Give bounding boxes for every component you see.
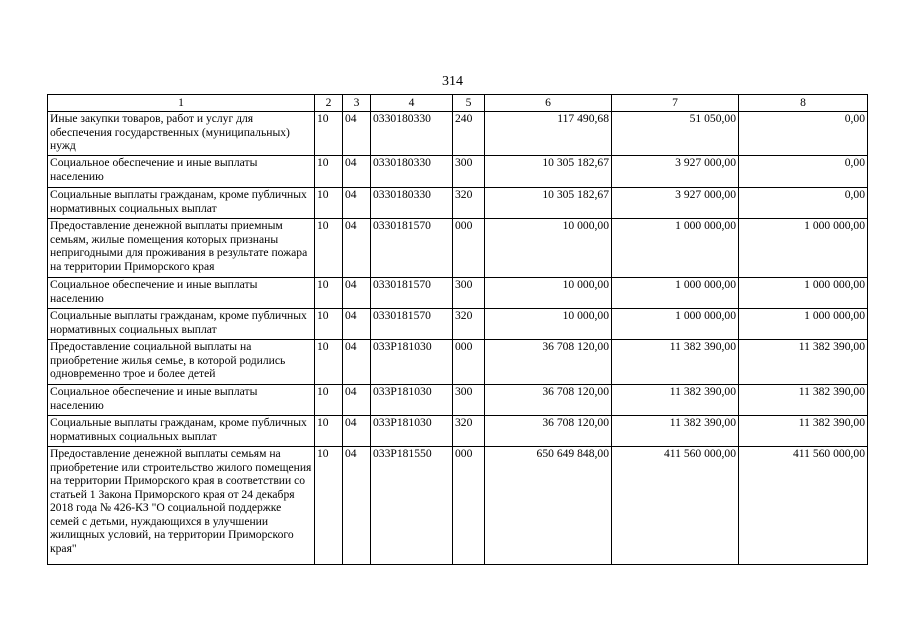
amount-col6: 10 305 182,67 [485, 188, 612, 219]
target-article-code: 033P181030 [371, 340, 453, 385]
amount-col7: 11 382 390,00 [612, 385, 739, 416]
column-header: 3 [343, 95, 371, 112]
subsection-code: 04 [343, 188, 371, 219]
subsection-code: 04 [343, 385, 371, 416]
column-header: 5 [453, 95, 485, 112]
amount-col8: 0,00 [739, 188, 868, 219]
section-code: 10 [315, 385, 343, 416]
expense-type-code: 000 [453, 340, 485, 385]
row-name: Предоставление денежной выплаты семьям на приобретение или строительство жилого помещения на территории Приморского края в соответствии со статьей 1 Закона Приморского края от 24 декабря 2018 года № 426-КЗ "О социальной поддержке семей с детьми, нуждающихся в улучшении жилищных условий, на территории Приморского края" [48, 447, 315, 565]
table-row [48, 340, 868, 385]
table-row [48, 156, 868, 188]
target-article-code: 0330180330 [371, 112, 453, 156]
amount-col6: 117 490,68 [485, 112, 612, 156]
section-code: 10 [315, 156, 343, 188]
column-header: 7 [612, 95, 739, 112]
budget-table [47, 94, 868, 565]
row-name: Социальные выплаты гражданам, кроме публичных нормативных социальных выплат [48, 309, 315, 340]
target-article-code: 0330180330 [371, 156, 453, 188]
column-header: 6 [485, 95, 612, 112]
column-header: 8 [739, 95, 868, 112]
section-code: 10 [315, 188, 343, 219]
table-header-row [48, 95, 868, 112]
amount-col7: 1 000 000,00 [612, 278, 739, 309]
subsection-code: 04 [343, 416, 371, 447]
amount-col8: 11 382 390,00 [739, 340, 868, 385]
expense-type-code: 240 [453, 112, 485, 156]
column-header: 2 [315, 95, 343, 112]
expense-type-code: 000 [453, 219, 485, 278]
expense-type-code: 300 [453, 156, 485, 188]
table-row [48, 112, 868, 156]
subsection-code: 04 [343, 219, 371, 278]
amount-col8: 411 560 000,00 [739, 447, 868, 565]
amount-col8: 1 000 000,00 [739, 219, 868, 278]
section-code: 10 [315, 309, 343, 340]
row-name: Социальные выплаты гражданам, кроме публичных нормативных социальных выплат [48, 188, 315, 219]
amount-col6: 10 000,00 [485, 309, 612, 340]
expense-type-code: 320 [453, 188, 485, 219]
amount-col7: 1 000 000,00 [612, 309, 739, 340]
amount-col6: 10 000,00 [485, 278, 612, 309]
amount-col7: 411 560 000,00 [612, 447, 739, 565]
subsection-code: 04 [343, 309, 371, 340]
amount-col7: 11 382 390,00 [612, 416, 739, 447]
table-row [48, 188, 868, 219]
amount-col6: 10 305 182,67 [485, 156, 612, 188]
amount-col8: 11 382 390,00 [739, 385, 868, 416]
subsection-code: 04 [343, 156, 371, 188]
page-number: 314 [442, 74, 463, 89]
section-code: 10 [315, 278, 343, 309]
subsection-code: 04 [343, 340, 371, 385]
table-row [48, 416, 868, 447]
amount-col7: 51 050,00 [612, 112, 739, 156]
amount-col8: 1 000 000,00 [739, 309, 868, 340]
amount-col8: 0,00 [739, 156, 868, 188]
expense-type-code: 320 [453, 416, 485, 447]
amount-col8: 0,00 [739, 112, 868, 156]
table-row [48, 278, 868, 309]
target-article-code: 0330181570 [371, 219, 453, 278]
row-name: Предоставление денежной выплаты приемным семьям, жилые помещения которых признаны непригодными для проживания в результате пожара на территории Приморского края [48, 219, 315, 278]
amount-col8: 1 000 000,00 [739, 278, 868, 309]
section-code: 10 [315, 447, 343, 565]
row-name: Социальные выплаты гражданам, кроме публичных нормативных социальных выплат [48, 416, 315, 447]
amount-col7: 3 927 000,00 [612, 156, 739, 188]
subsection-code: 04 [343, 447, 371, 565]
section-code: 10 [315, 416, 343, 447]
expense-type-code: 000 [453, 447, 485, 565]
table-row [48, 447, 868, 565]
target-article-code: 033P181550 [371, 447, 453, 565]
row-name: Социальное обеспечение и иные выплаты населению [48, 278, 315, 309]
row-name: Социальное обеспечение и иные выплаты населению [48, 385, 315, 416]
amount-col7: 1 000 000,00 [612, 219, 739, 278]
row-name: Предоставление социальной выплаты на приобретение жилья семье, в которой родились одновременно трое и более детей [48, 340, 315, 385]
column-header: 4 [371, 95, 453, 112]
amount-col8: 11 382 390,00 [739, 416, 868, 447]
target-article-code: 0330180330 [371, 188, 453, 219]
section-code: 10 [315, 219, 343, 278]
amount-col6: 650 649 848,00 [485, 447, 612, 565]
row-name: Социальное обеспечение и иные выплаты населению [48, 156, 315, 188]
table-row [48, 219, 868, 278]
expense-type-code: 320 [453, 309, 485, 340]
column-header: 1 [48, 95, 315, 112]
amount-col6: 10 000,00 [485, 219, 612, 278]
section-code: 10 [315, 340, 343, 385]
expense-type-code: 300 [453, 385, 485, 416]
target-article-code: 033P181030 [371, 385, 453, 416]
amount-col7: 3 927 000,00 [612, 188, 739, 219]
subsection-code: 04 [343, 112, 371, 156]
amount-col6: 36 708 120,00 [485, 340, 612, 385]
amount-col6: 36 708 120,00 [485, 385, 612, 416]
subsection-code: 04 [343, 278, 371, 309]
table-row [48, 309, 868, 340]
amount-col6: 36 708 120,00 [485, 416, 612, 447]
section-code: 10 [315, 112, 343, 156]
table-row [48, 385, 868, 416]
target-article-code: 033P181030 [371, 416, 453, 447]
amount-col7: 11 382 390,00 [612, 340, 739, 385]
expense-type-code: 300 [453, 278, 485, 309]
target-article-code: 0330181570 [371, 278, 453, 309]
target-article-code: 0330181570 [371, 309, 453, 340]
row-name: Иные закупки товаров, работ и услуг для обеспечения государственных (муниципальных) нужд [48, 112, 315, 156]
